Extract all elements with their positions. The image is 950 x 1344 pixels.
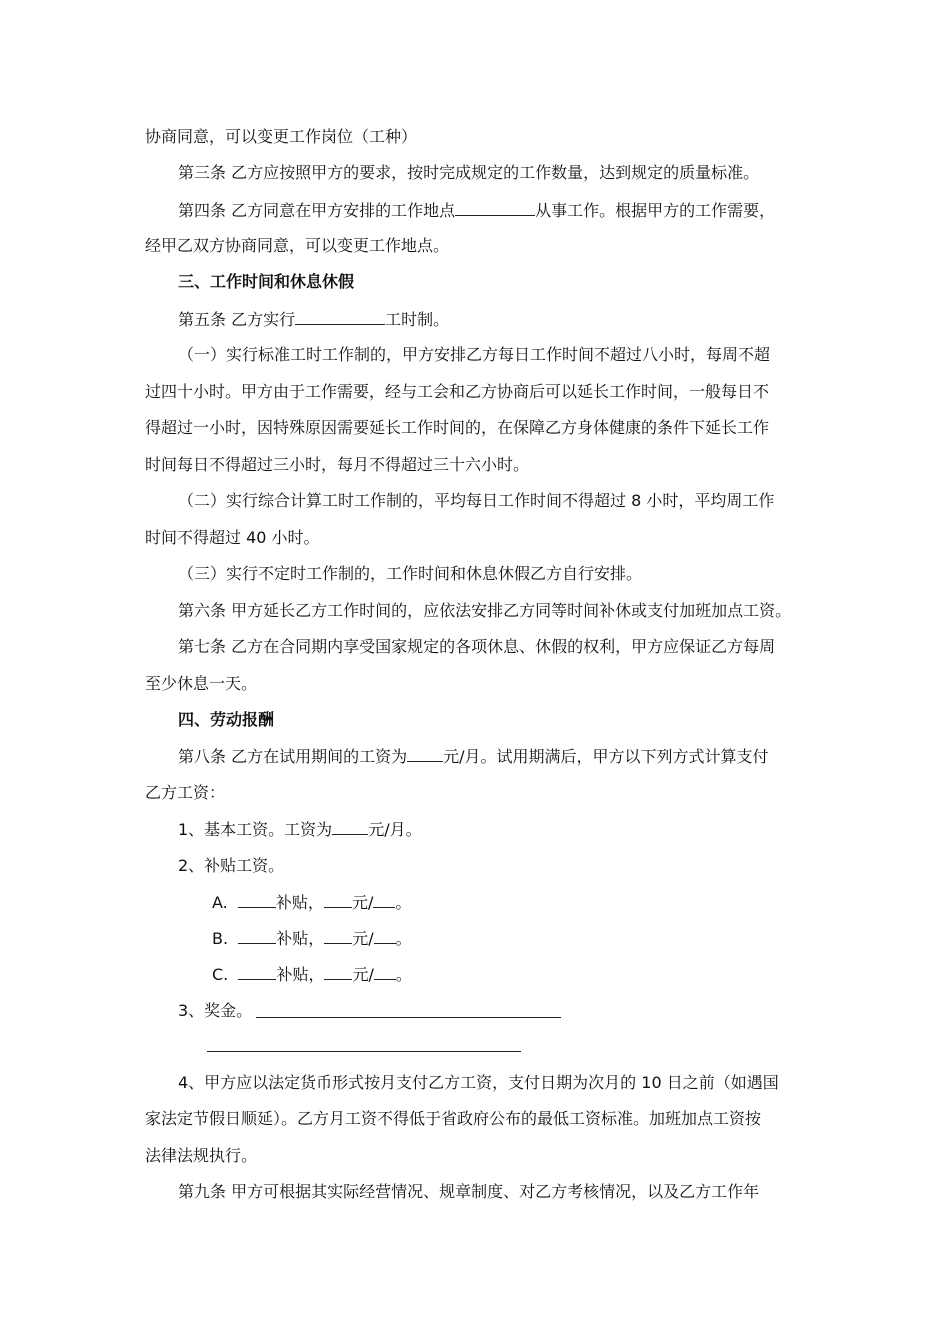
article-8-text: 第八条 乙方在试用期间的工资为 [178, 747, 408, 766]
paragraph-line: 协商同意，可以变更工作岗位（工种） [145, 127, 418, 146]
paragraph-line: 乙方工资： [145, 783, 226, 802]
item-base-salary [178, 818, 422, 841]
item-base-salary-text: 1、基本工资。工资为 [178, 820, 333, 839]
subsidy-option-a [212, 891, 411, 914]
yuan-unit: 元/ [352, 929, 374, 948]
article-9: 第九条 甲方可根据其实际经营情况、规章制度、对乙方考核情况，以及乙方工作年 [178, 1182, 760, 1201]
subsidy-name-blank [238, 891, 276, 908]
option-letter: C. [212, 965, 229, 984]
clause-standard-hours: （一）实行标准工时工作制的，甲方安排乙方每日工作时间不超过八小时，每周不超 [178, 345, 771, 364]
subsidy-name-blank [238, 963, 276, 980]
yuan-unit: 元/ [352, 965, 374, 984]
clause-flexible-hours: （三）实行不定时工作制的，工作时间和休息休假乙方自行安排。 [178, 564, 643, 583]
paragraph-line: 时间不得超过 40 小时。 [145, 528, 320, 547]
subsidy-name-blank [238, 927, 276, 944]
article-3: 第三条 乙方应按照甲方的要求，按时完成规定的工作数量，达到规定的质量标准。 [178, 163, 760, 182]
work-location-blank [455, 199, 535, 216]
article-5-text-cont: 工时制。 [385, 310, 450, 329]
base-salary-blank [332, 818, 368, 835]
article-5-text: 第五条 乙方实行 [178, 310, 296, 329]
bonus-blank-line [256, 1017, 561, 1018]
option-letter: A. [212, 893, 228, 912]
clause-comprehensive-hours: （二）实行综合计算工时工作制的，平均每日工作时间不得超过 8 小时，平均周工作 [178, 491, 775, 510]
article-4-text: 第四条 乙方同意在甲方安排的工作地点 [178, 201, 456, 220]
item-base-salary-unit: 元/月。 [368, 820, 422, 839]
article-8-text-cont: 元/月。试用期满后，甲方以下列方式计算支付 [443, 747, 769, 766]
subsidy-label: 补贴， [275, 893, 324, 912]
article-8 [178, 745, 769, 768]
article-7: 第七条 乙方在合同期内享受国家规定的各项休息、休假的权利，甲方应保证乙方每周 [178, 637, 776, 656]
subsidy-period-blank [374, 927, 396, 944]
option-letter: B. [212, 929, 229, 948]
paragraph-line: 家法定节假日顺延）。乙方月工资不得低于省政府公布的最低工资标准。加班加点工资按 [145, 1109, 762, 1128]
period-mark: 。 [395, 893, 412, 912]
article-4 [178, 199, 775, 222]
paragraph-line: 至少休息一天。 [145, 674, 258, 693]
article-4-text-cont: 从事工作。根据甲方的工作需要， [535, 201, 776, 220]
paragraph-line: 得超过一小时，因特殊原因需要延长工作时间的，在保障乙方身体健康的条件下延长工作 [145, 418, 770, 437]
section-heading-remuneration: 四、劳动报酬 [178, 710, 275, 729]
subsidy-amount-blank [324, 963, 352, 980]
paragraph-line: 经甲乙双方协商同意，可以变更工作地点。 [145, 236, 450, 255]
subsidy-option-c [212, 963, 412, 986]
subsidy-amount-blank [324, 927, 352, 944]
period-mark: 。 [395, 965, 412, 984]
article-6: 第六条 甲方延长乙方工作时间的，应依法安排乙方同等时间补休或支付加班加点工资。 [178, 601, 792, 620]
bonus-blank-line-2 [207, 1051, 521, 1052]
paragraph-line: 法律法规执行。 [145, 1146, 258, 1165]
subsidy-amount-blank [324, 891, 352, 908]
paragraph-line: 时间每日不得超过三小时，每月不得超过三十六小时。 [145, 455, 530, 474]
subsidy-label: 补贴， [276, 965, 325, 984]
article-5 [178, 308, 449, 331]
paragraph-line: 过四十小时。甲方由于工作需要，经与工会和乙方协商后可以延长工作时间，一般每日不 [145, 382, 770, 401]
subsidy-period-blank [374, 963, 396, 980]
subsidy-label: 补贴， [276, 929, 325, 948]
item-subsidy: 2、补贴工资。 [178, 856, 285, 875]
section-heading-work-hours: 三、工作时间和休息休假 [178, 272, 355, 291]
subsidy-option-b [212, 927, 412, 950]
probation-wage-blank [407, 745, 443, 762]
subsidy-period-blank [373, 891, 395, 908]
period-mark: 。 [395, 929, 412, 948]
item-payment-terms: 4、甲方应以法定货币形式按月支付乙方工资，支付日期为次月的 10 日之前（如遇国 [178, 1073, 779, 1092]
yuan-unit: 元/ [351, 893, 374, 912]
work-hours-system-blank [295, 308, 385, 325]
item-bonus: 3、奖金。 [178, 1001, 253, 1020]
